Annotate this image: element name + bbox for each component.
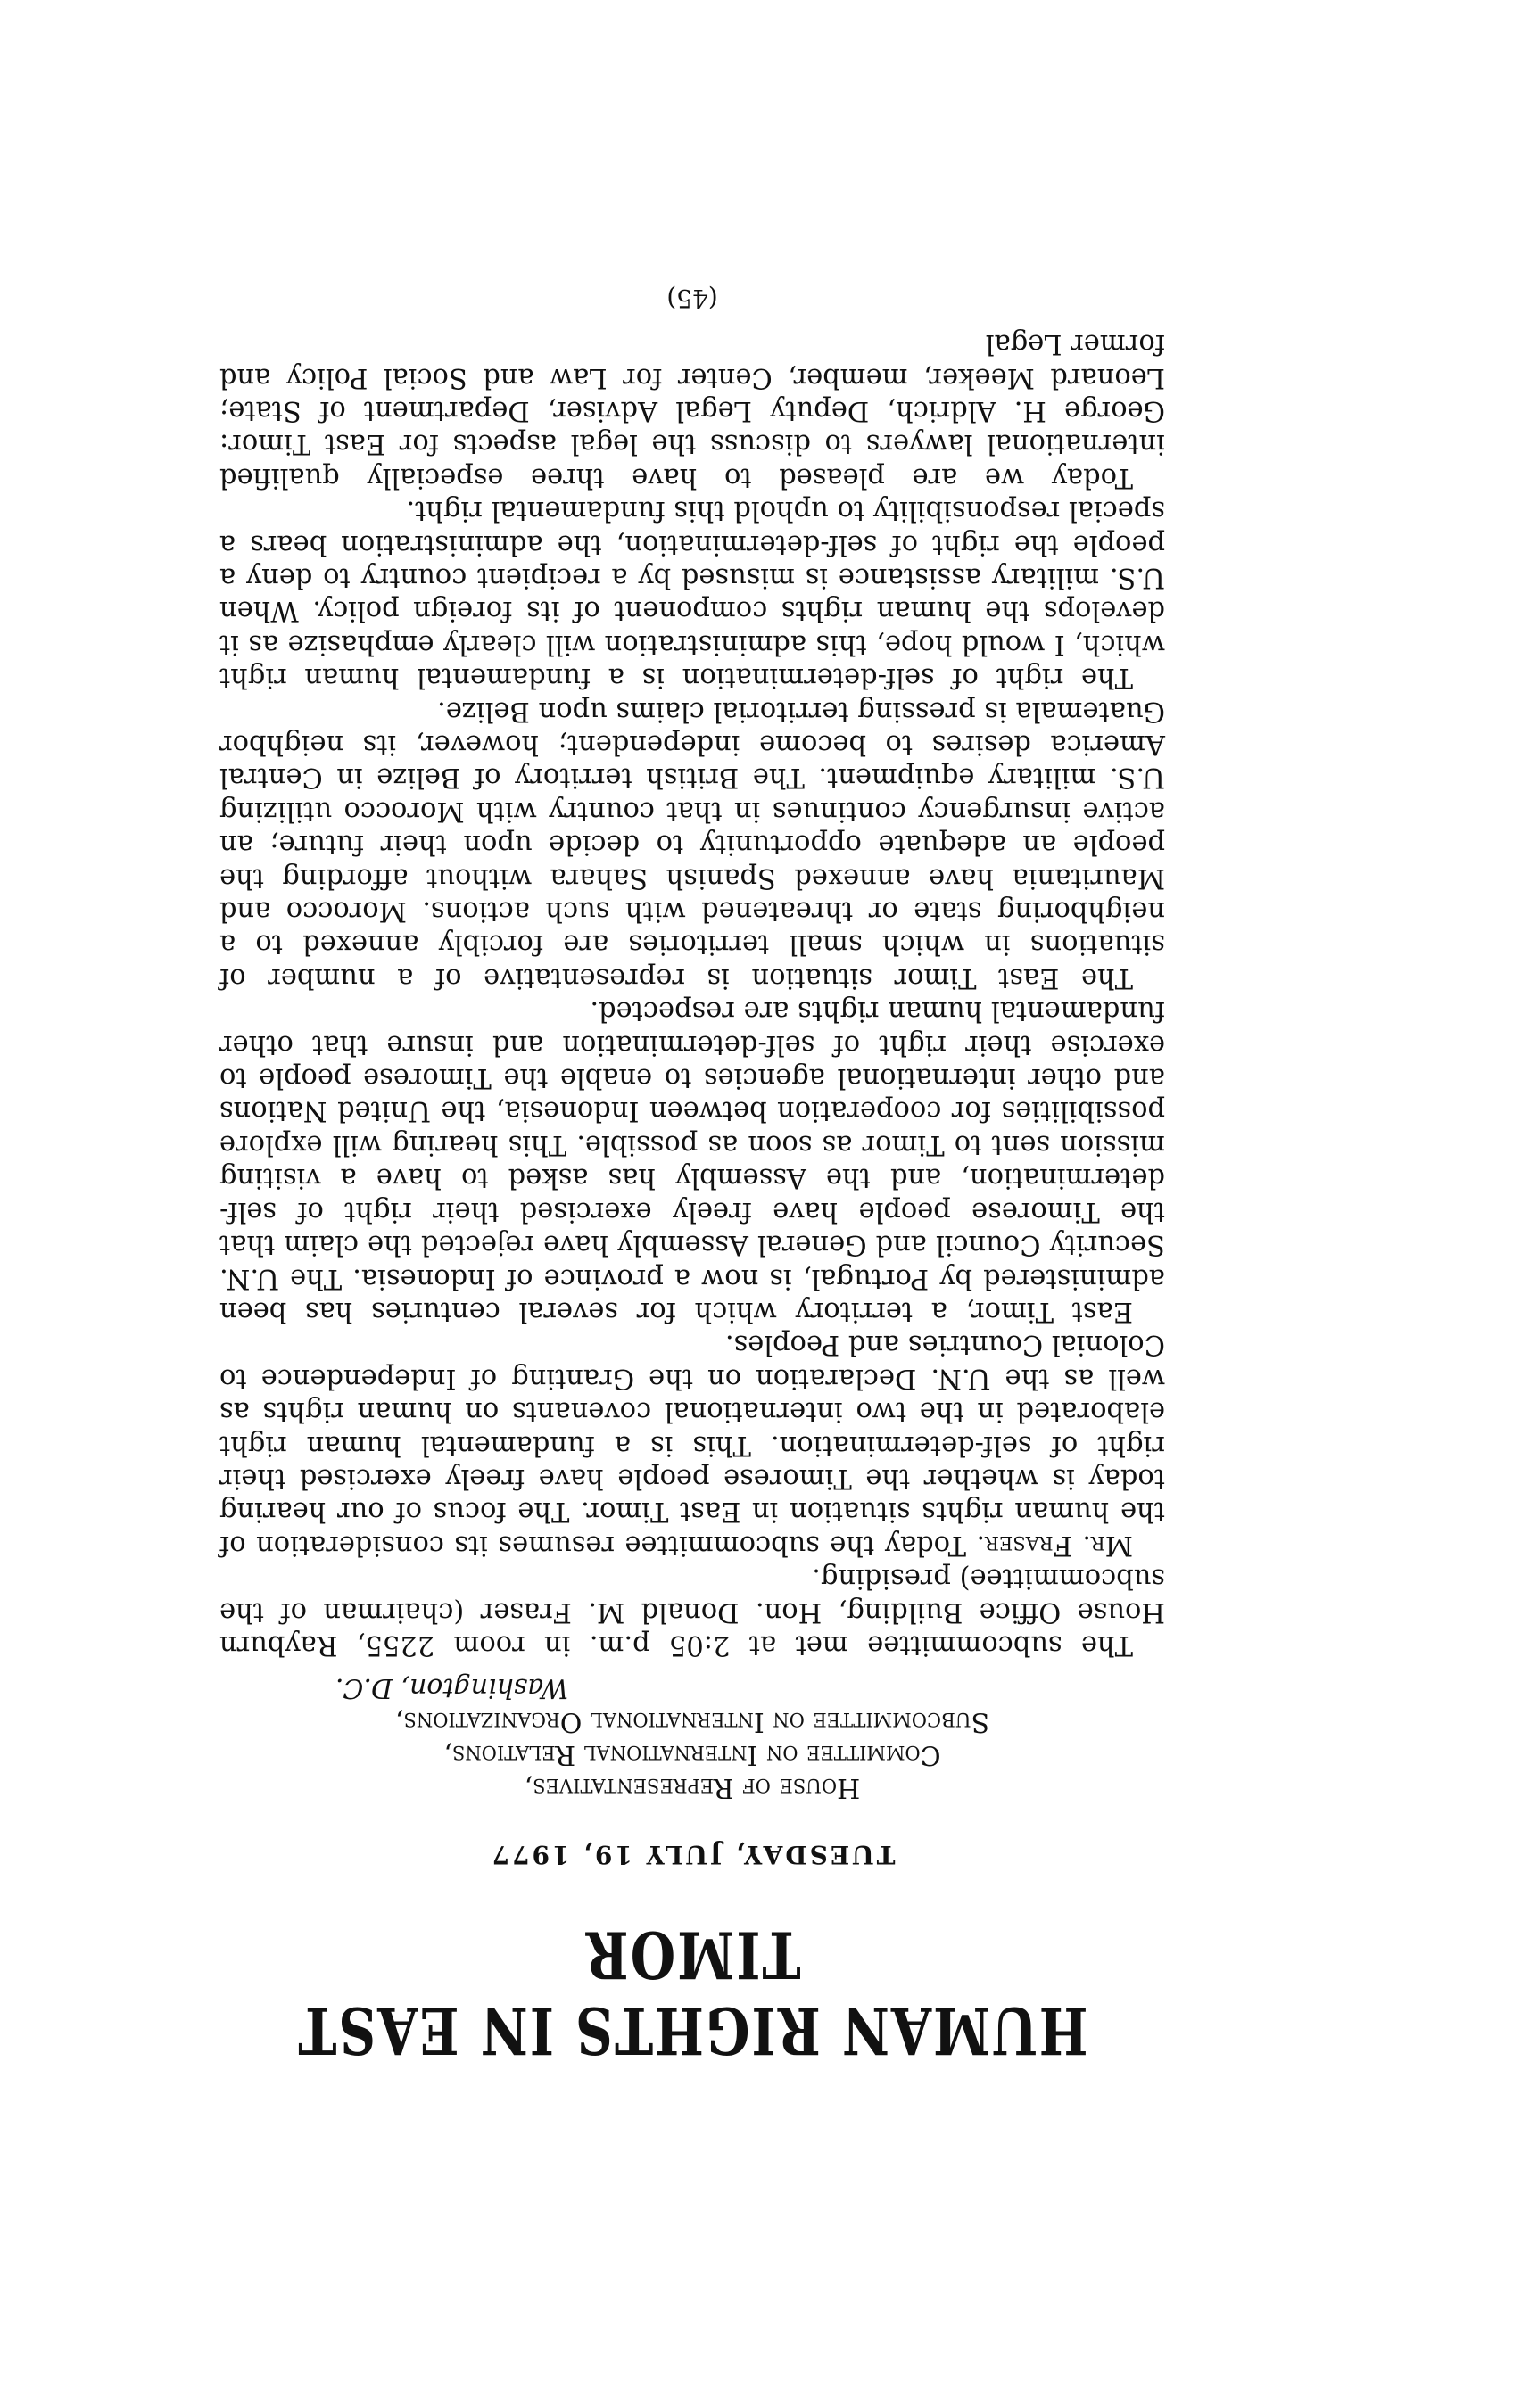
paragraph-situations: [219, 694, 1165, 994]
speaker-name: Mr. Fraser.: [976, 1529, 1133, 1561]
committee-line-house: House of Representatives,: [524, 1772, 861, 1803]
paragraph-self-determination-text: The right of self-determination is a fundamental human right which, I would hope, this administration will clearly emphasize as it develops the human rights component of its foreign policy. When U.S. military assistance is misused by a recipient country to deny a people the right of self-determination, the administration bears a special responsibility to uphold this fundamental right.: [219, 495, 1165, 694]
paragraph-opening-text: The subcommittee met at 2:05 p.m. in room 2255, Rayburn House Office Building, Hon. Donald M. Fraser (chairman of the subcommittee) presiding.: [219, 1563, 1165, 1661]
committee-block: [219, 1705, 1165, 1804]
hearing-place: Washington, D.C.: [335, 1672, 569, 1703]
paragraph-east-timor: [219, 994, 1165, 1328]
paragraph-witnesses: [219, 327, 1165, 494]
document-title: HUMAN RIGHTS IN EAST TIMOR: [296, 1917, 1088, 2068]
paragraph-self-determination: [219, 494, 1165, 694]
paragraph-situations-text: The East Timor situation is representative of a number of situations in which small territories are forcibly annexed to a neighboring state or threatened with such actions. Morocco and Mauritania have annexed Spanish Sahara without affording the people an adequate opportunity to decide upon their future; an active insurgency continues in that country with Morocco utilizing U.S. military equipment. The British territory of Belize in Central America desires to become independent; however, its neighbor Guatemala is pressing territorial claims upon Belize.: [219, 695, 1165, 994]
committee-line-subcommittee: Subcommittee on International Organizations,: [394, 1706, 990, 1737]
hearing-date: TUESDAY, JULY 19, 1977: [489, 1840, 896, 1869]
paragraph-east-timor-text: East Timor, a territory which for several centuries has been administered by Portugal, is now a province of Indonesia. The U.N. Security Council and General Assembly have rejected the claim that the Timorese people have freely exercised their right of self-determination, and the Assembly has asked to have a visiting mission sent to Timor as soon as possible. This hearing will explore possibilities for cooperation between Indonesia, the United Nations and other international agencies to enable the Timorese people to exercise their right of self-determination and insure that other fundamental human rights are respected.: [219, 995, 1165, 1327]
committee-line-committee: Committee on International Relations,: [443, 1739, 941, 1770]
paragraph-statement-text: Today the subcommittee resumes its consideration of the human rights situation in East Timor. The focus of our hearing today is whether the Timorese people have freely exercised their right of self-determination. This is a fundamental human right elaborated in the two international covenants on human rights as well as the U.N. Declaration on the Granting of Independence to Colonial Countries and Peoples.: [219, 1329, 1165, 1561]
paragraph-opening: [219, 1562, 1165, 1662]
paragraph-statement: [219, 1328, 1165, 1562]
page-number: (45): [666, 283, 718, 313]
paragraph-witnesses-text: Today we are pleased to have three especially qualified international lawyers to discuss the legal aspects for East Timor: George H. Aldrich, Deputy Legal Adviser, Department of State; Leonard Meeker, member, Center for Law and Social Policy and former Legal: [219, 328, 1165, 493]
page-content: [219, 283, 1165, 2068]
